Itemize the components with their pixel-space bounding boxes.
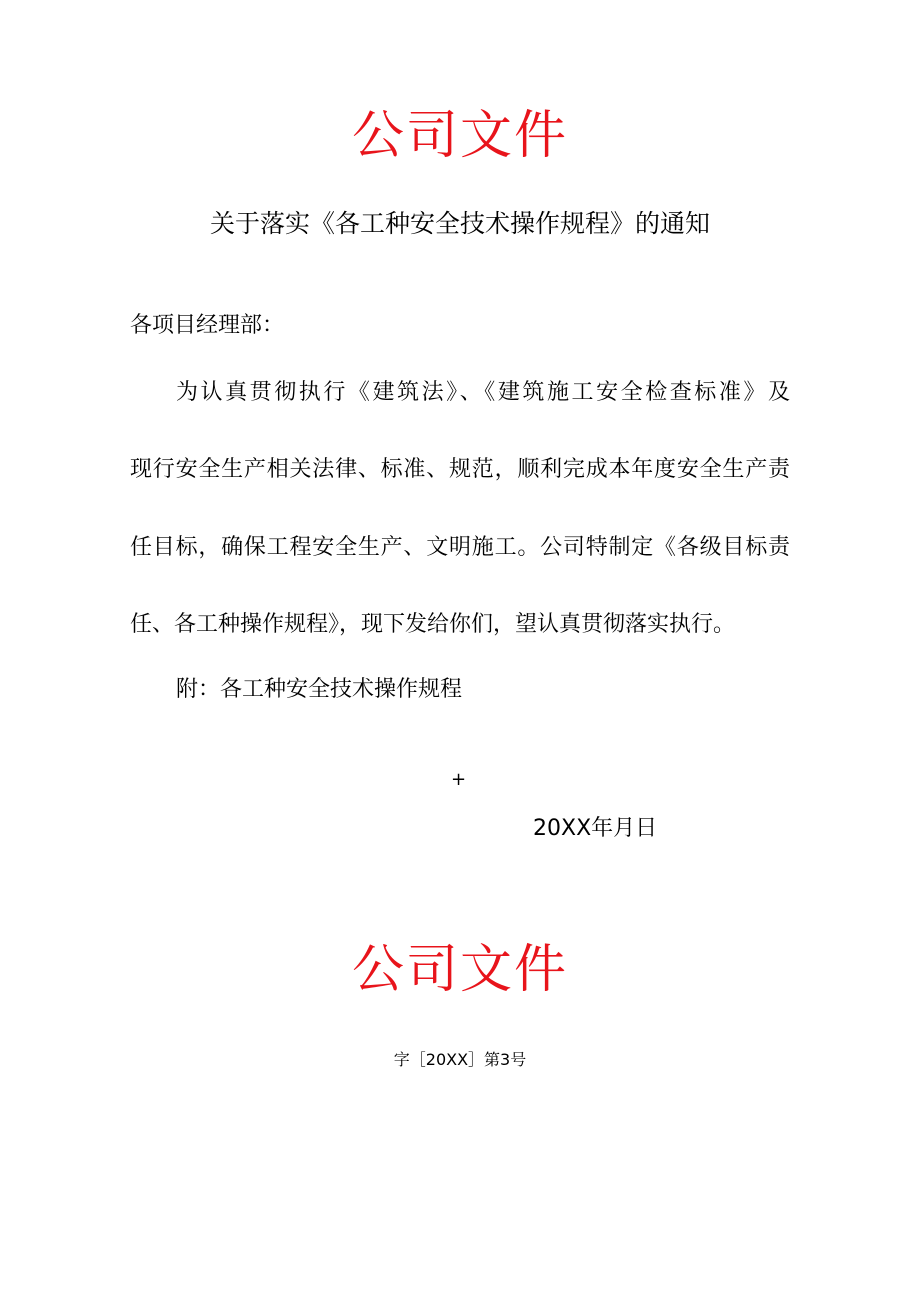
document-number: 字［20XX］第3号: [393, 1050, 527, 1069]
salutation: 各项目经理部：: [130, 313, 285, 338]
body-text-line: 任、各工种操作规程》，现下发给你们，望认真贯彻落实执行。: [130, 612, 736, 637]
body-text-line: 为认真贯彻执行《建筑法》、《建筑施工安全检查标准》及: [176, 380, 790, 405]
document-header-title-second: 公司文件: [351, 940, 568, 1000]
date-line: 20XX年月日: [533, 816, 658, 841]
body-text-line: 任目标，确保工程安全生产、文明施工。公司特制定《各级目标责: [130, 535, 790, 560]
document-header-title: 公司文件: [351, 106, 568, 166]
body-text-line: 现行安全生产相关法律、标准、规范，顺利完成本年度安全生产责: [130, 457, 790, 482]
plus-mark: +: [451, 769, 467, 790]
attachment-note: 附：各工种安全技术操作规程: [176, 677, 463, 702]
notice-title: 关于落实《各工种安全技术操作规程》的通知: [209, 209, 710, 238]
